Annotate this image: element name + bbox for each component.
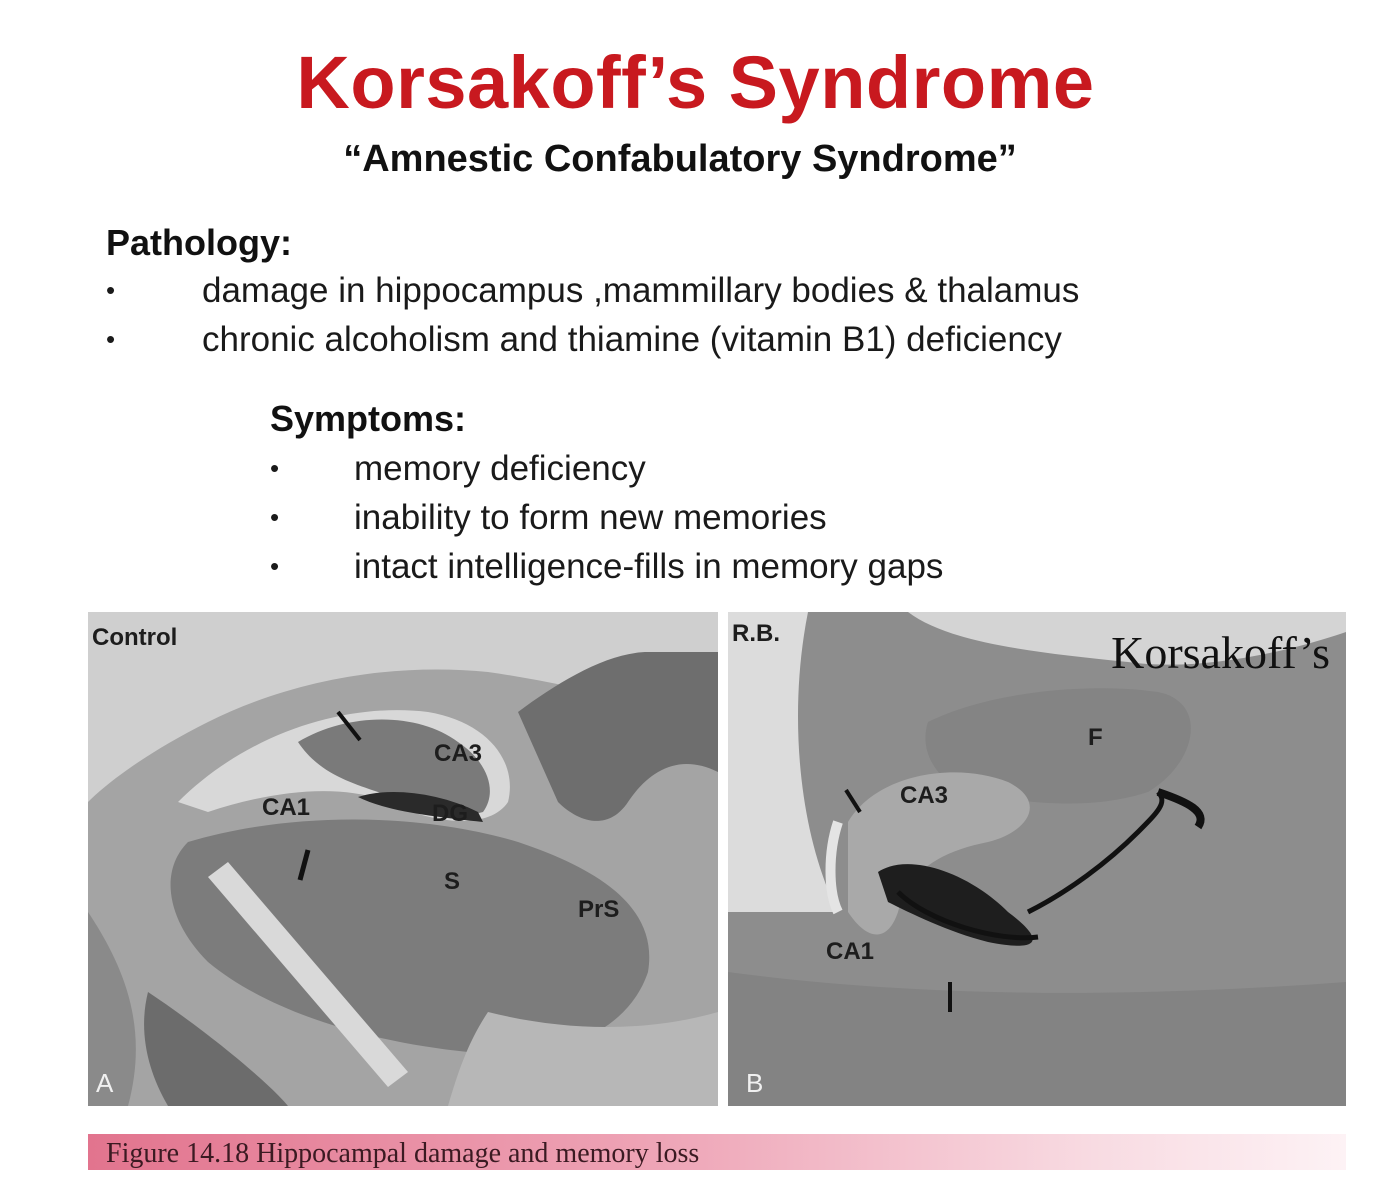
bullet-icon: •: [270, 453, 280, 483]
bullet-icon: •: [106, 275, 116, 305]
label-s: S: [444, 868, 461, 895]
korsakoff-micrograph: [728, 612, 1346, 1106]
pathology-list: [106, 266, 1306, 364]
list-item: [270, 542, 1270, 591]
figure-caption: Figure 14.18 Hippocampal damage and memory loss: [106, 1138, 700, 1169]
list-item: [106, 266, 1306, 315]
pathology-heading: Pathology:: [106, 222, 292, 263]
korsakoff-overlay-label: Korsakoff’s: [1111, 627, 1330, 678]
list-item-text: damage in hippocampus ,mammillary bodies & thalamus: [202, 271, 1080, 310]
bullet-icon: •: [270, 551, 280, 581]
korsakoff-tissue-image: [728, 612, 1346, 1106]
symptoms-list: [270, 444, 1270, 591]
bullet-icon: •: [106, 324, 116, 354]
panel-b-letter: B: [746, 1068, 764, 1098]
bullet-icon: •: [270, 502, 280, 532]
list-item: [106, 315, 1306, 364]
figure-caption-bar: [88, 1134, 1346, 1170]
label-ca1: CA1: [826, 938, 875, 965]
hippocampus-figure: [88, 612, 1346, 1172]
label-ca3: CA3: [434, 740, 483, 767]
list-item: [270, 444, 1270, 493]
control-micrograph: [88, 612, 718, 1106]
label-prs: PrS: [578, 896, 620, 923]
list-item-text: memory deficiency: [354, 449, 646, 488]
label-ca3: CA3: [900, 782, 949, 809]
symptoms-heading: Symptoms:: [270, 398, 467, 439]
slide-title: Korsakoff’s Syndrome: [296, 41, 1095, 124]
list-item: [270, 493, 1270, 542]
control-tissue-image: [88, 612, 718, 1106]
slide-subtitle: “Amnestic Confabulatory Syndrome”: [343, 138, 1017, 180]
label-ca1: CA1: [262, 794, 311, 821]
panel-b-title: R.B.: [732, 620, 780, 647]
panel-a-title: Control: [92, 624, 178, 651]
list-item-text: chronic alcoholism and thiamine (vitamin B1) deficiency: [202, 320, 1062, 359]
list-item-text: intact intelligence-fills in memory gaps: [354, 547, 944, 586]
label-dg: DG: [432, 800, 468, 827]
panel-a-letter: A: [96, 1068, 114, 1098]
list-item-text: inability to form new memories: [354, 498, 827, 537]
label-f: F: [1088, 724, 1103, 751]
